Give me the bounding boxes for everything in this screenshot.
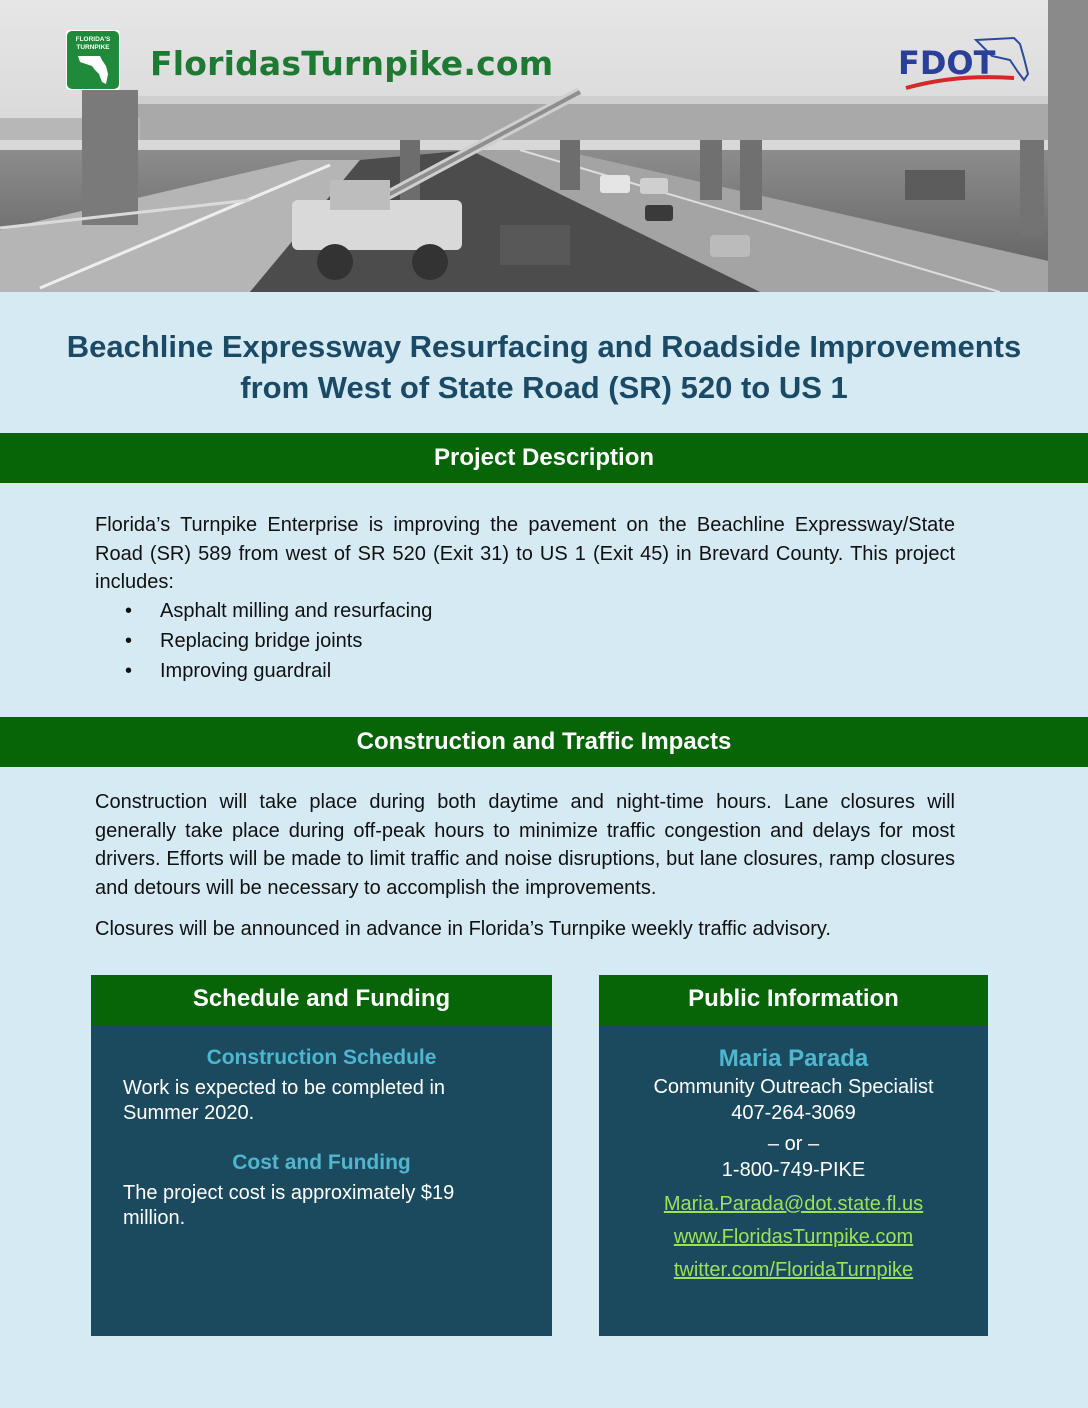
svg-text:FLORIDA'S: FLORIDA'S	[75, 36, 111, 43]
cost-funding-text: The project cost is approximately $19 million.	[123, 1182, 455, 1229]
fdot-logo	[896, 34, 1036, 94]
twitter-link[interactable]: twitter.com/FloridaTurnpike	[673, 1259, 914, 1281]
project-scope-list	[125, 596, 432, 686]
list-item: • Replacing bridge joints	[125, 626, 432, 656]
schedule-funding-box	[91, 975, 552, 1336]
email-link[interactable]: Maria.Parada@dot.state.fl.us	[663, 1193, 924, 1215]
construction-impacts-heading: Construction and Traffic Impacts	[0, 717, 1088, 767]
contact-phone: 407-264-3069	[731, 1102, 856, 1124]
page-title-line1: Beachline Expressway Resurfacing and Roadside Improvements	[66, 329, 1022, 364]
header-photo	[0, 0, 1088, 292]
website-link[interactable]: www.FloridasTurnpike.com	[673, 1226, 914, 1248]
page-title	[40, 326, 1048, 408]
public-information-box	[599, 975, 988, 1336]
list-item: • Asphalt milling and resurfacing	[125, 596, 432, 626]
project-description-heading: Project Description	[0, 433, 1088, 483]
public-information-heading: Public Information	[599, 975, 988, 1025]
bullet-icon: •	[125, 630, 133, 652]
closures-notice-text: Closures will be announced in advance in Florida’s Turnpike weekly traffic advisory.	[95, 918, 831, 940]
turnpike-shield-icon	[66, 30, 120, 90]
or-separator: – or –	[767, 1133, 820, 1155]
construction-schedule-subheading: Construction Schedule	[206, 1046, 437, 1069]
bullet-icon: •	[125, 600, 133, 622]
svg-text:FDOT: FDOT	[898, 44, 996, 82]
cost-funding-subheading: Cost and Funding	[232, 1151, 411, 1174]
site-name: FloridasTurnpike.com	[150, 44, 554, 83]
construction-impacts-text: Construction will take place during both daytime and night-time hours. Lane closures will generally take place during off-peak hours to minimize traffic congestion and delays for most drivers. Efforts will be made to limit traffic and noise disruptions, but lane closures, ramp closures and detours will be necessary to accomplish the improvements.	[95, 791, 955, 899]
project-description-text: Florida’s Turnpike Enterprise is improving the pavement on the Beachline Expressway/State Road (SR) 589 from west of SR 520 (Exit 31) to US 1 (Exit 45) in Brevard County. This project includes:	[95, 514, 955, 593]
fdot-logo-icon	[896, 34, 1036, 94]
page-title-line2: from West of State Road (SR) 520 to US 1	[240, 370, 848, 405]
svg-text:TURNPIKE: TURNPIKE	[76, 44, 110, 51]
turnpike-logo	[66, 30, 120, 90]
contact-role: Community Outreach Specialist	[653, 1076, 934, 1098]
contact-phone-tollfree: 1-800-749-PIKE	[721, 1159, 866, 1181]
schedule-funding-heading: Schedule and Funding	[91, 975, 552, 1025]
list-item: • Improving guardrail	[125, 656, 432, 686]
contact-name: Maria Parada	[718, 1045, 869, 1072]
bullet-icon: •	[125, 660, 133, 682]
construction-schedule-text: Work is expected to be completed in Summer 2020.	[123, 1077, 446, 1124]
